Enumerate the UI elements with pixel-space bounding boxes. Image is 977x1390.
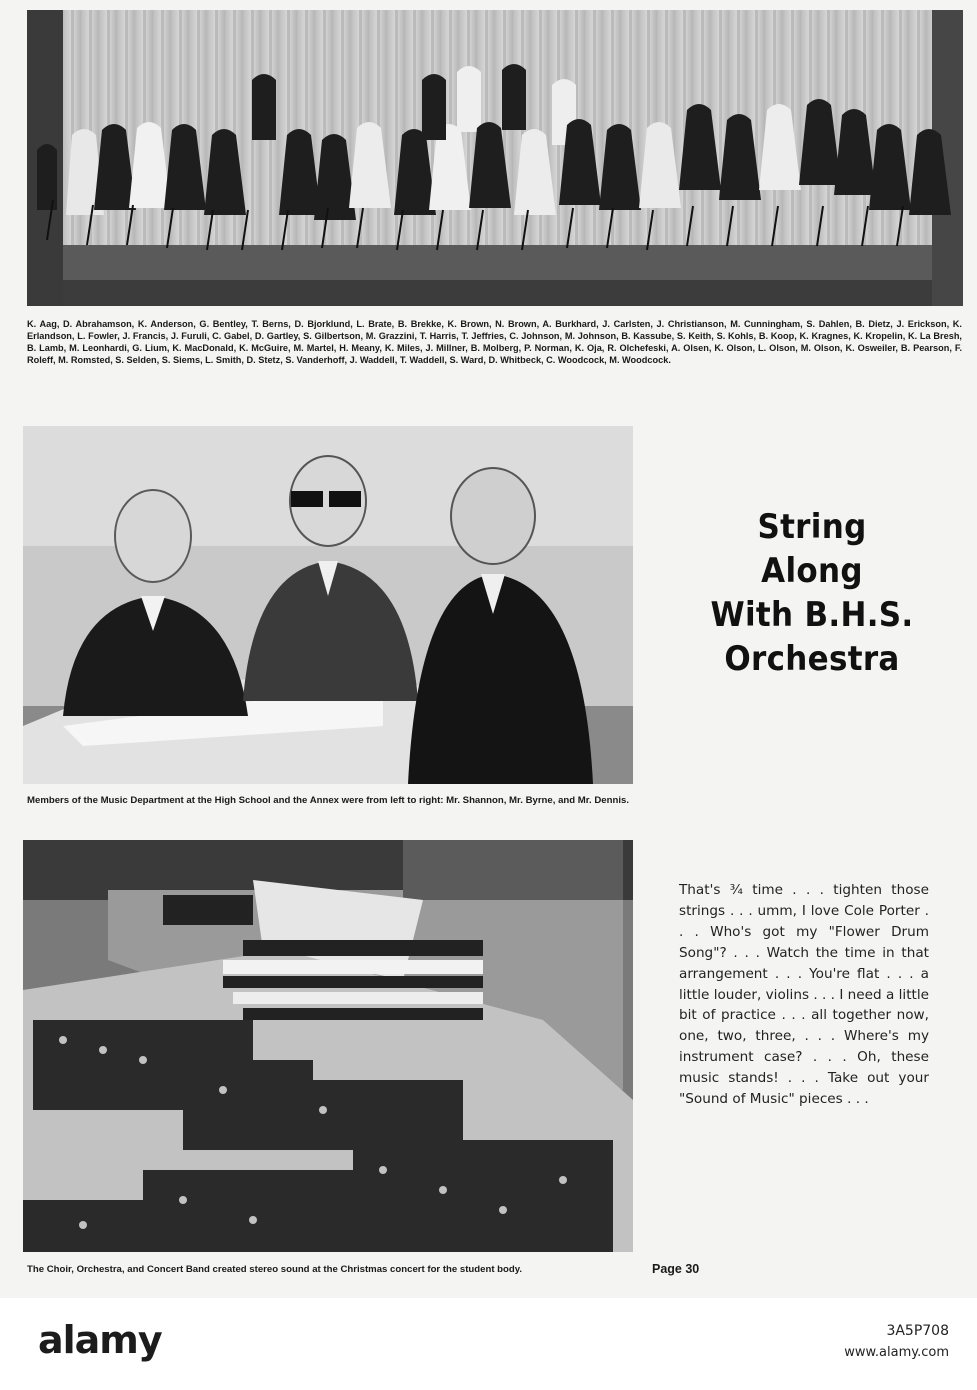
alamy-logo: alamy xyxy=(38,1318,162,1362)
orchestra-group-photo xyxy=(27,10,963,306)
christmas-concert-photo xyxy=(23,840,633,1252)
title-line: Orchestra xyxy=(724,639,900,679)
intro-prose: That's ¾ time . . . tighten those strings . . . umm, I love Cole Porter . . . Who's got my "Flower Drum Song"? . . . Watch the time in that arrangement . . . You're flat . . . a little louder, violins . . . I need a little bit of practice . . . all together now, one, two, three, . . . Where's my instrument case? . . . Oh, these music stands! . . . Take out your "Sound of Music" pieces . . . xyxy=(679,882,929,1108)
page-number: Page 30 xyxy=(652,1262,700,1276)
roster-caption: K. Aag, D. Abrahamson, K. Anderson, G. Bentley, T. Berns, D. Bjorklund, L. Brate, B. Brekke, K. Brown, N. Brown, A. Burkhard, J. Carlsten, J. Christianson, M. Cunningham, S. Dahlen, B. Dietz, J. Erickson, K. Erlandson, L. Fowler, J. Francis, J. Furuli, C. Gabel, D. Gartley, S. Gilbertson, M. Grazzini, T. Harris, T. Jeffries, C. Johnson, M. Johnson, B. Kassube, S. Keith, S. Kohls, B. Koop, K. Kragnes, K. Kropelin, K. La Bresh, B. Lamb, M. Leonhardi, G. Lium, K. MacDonald, K. McGuire, M. Martel, H. Meany, K. Miles, J. Millner, B. Molberg, P. Norman, K. Oja, R. Olchefeski, A. Olsen, K. Olson, L. Olson, M. Olson, K. Osweiler, B. Pearson, F. Roleff, M. Romsted, S. Selden, S. Siems, L. Smith, D. Stetz, S. Vanderhoff, J. Waddell, T. Waddell, S. Ward, D. Whitbeck, C. Woodcock, M. Woodcock. xyxy=(27,319,962,366)
stock-url: www.alamy.com xyxy=(844,1345,949,1360)
concert-caption: The Choir, Orchestra, and Concert Band created stereo sound at the Christmas concert for the student body. xyxy=(27,1264,523,1275)
title-line: Along xyxy=(761,551,863,591)
stock-image-id: 3A5P708 xyxy=(886,1323,949,1339)
title-line: With B.H.S. xyxy=(710,595,914,635)
staff-caption: Members of the Music Department at the High School and the Annex were from left to right: Mr. Shannon, Mr. Byrne, and Mr. Dennis. xyxy=(27,795,629,806)
title-line: String xyxy=(757,507,867,547)
page-title xyxy=(662,505,962,681)
music-department-photo xyxy=(23,426,633,784)
